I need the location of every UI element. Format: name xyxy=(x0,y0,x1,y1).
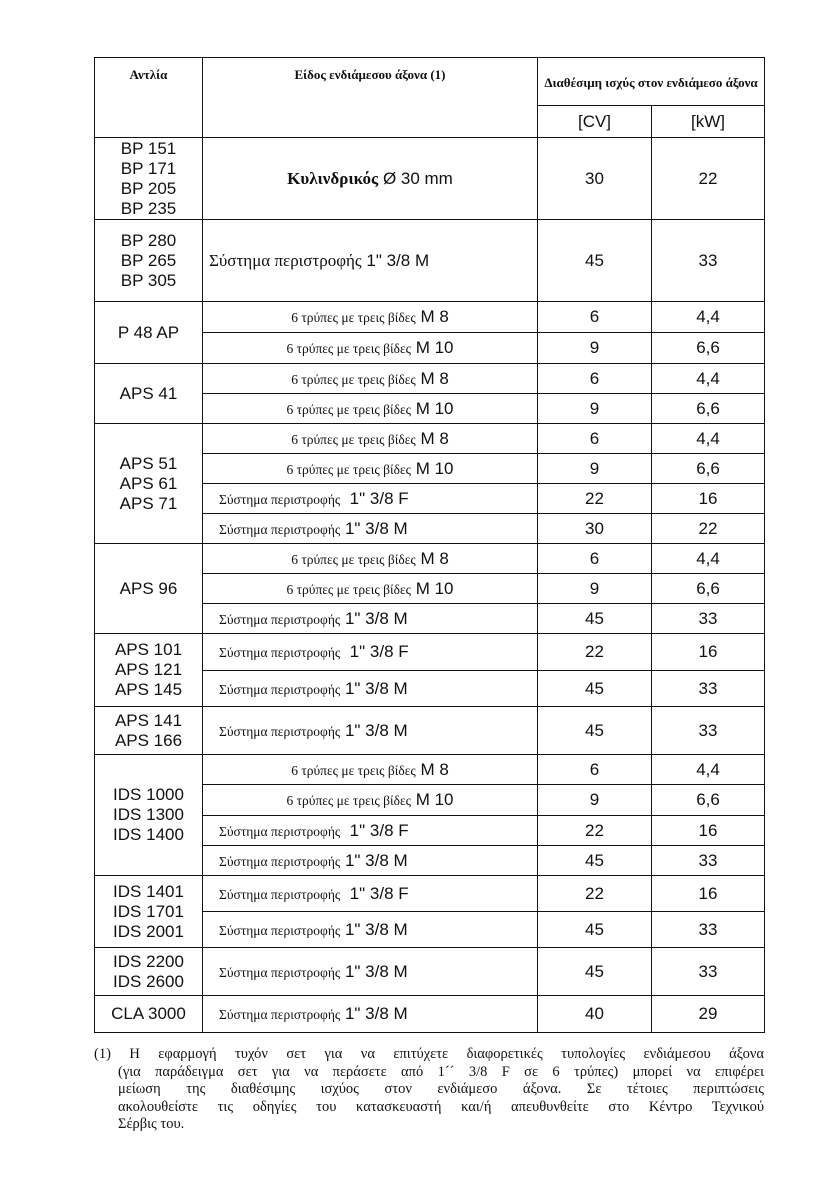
shaft-type-cell xyxy=(203,364,538,394)
table-row xyxy=(95,996,765,1033)
pump-models-cell: P 48 AP xyxy=(95,302,203,364)
footnote xyxy=(94,1046,764,1134)
shaft-type-cell xyxy=(203,604,538,634)
power-cv-cell: 6 xyxy=(538,755,652,785)
shaft-spec: M 10 xyxy=(411,338,454,357)
power-cv-cell: 40 xyxy=(538,996,652,1033)
shaft-type-label: Σύστημα περιστροφής xyxy=(209,250,362,270)
power-kw-cell: 33 xyxy=(652,912,765,948)
table-body xyxy=(95,138,765,1033)
shaft-type-cell xyxy=(203,912,538,948)
power-cv-cell: 45 xyxy=(538,671,652,707)
power-kw-cell: 4,4 xyxy=(652,755,765,785)
power-kw-cell: 33 xyxy=(652,604,765,634)
shaft-type-label: 6 τρύπες με τρεις βίδες xyxy=(291,431,416,447)
header-shaft-type: Είδος ενδιάμεσου άξονα (1) xyxy=(203,58,538,138)
table-row xyxy=(95,302,765,333)
table-row xyxy=(95,707,765,755)
shaft-spec: 1" 3/8 M xyxy=(340,850,408,870)
power-kw-cell: 16 xyxy=(652,876,765,912)
power-kw-cell: 33 xyxy=(652,846,765,876)
power-kw-cell: 6,6 xyxy=(652,394,765,424)
shaft-type-cell xyxy=(203,302,538,333)
header-available-power: Διαθέσιμη ισχύς στον ενδιάμεσο άξονα xyxy=(538,58,765,106)
shaft-type-label: Σύστημα περιστροφής xyxy=(219,886,341,902)
table-row xyxy=(95,364,765,394)
shaft-type-cell xyxy=(203,333,538,364)
power-cv-cell: 45 xyxy=(538,846,652,876)
shaft-type-label: Σύστημα περιστροφής xyxy=(219,521,341,537)
shaft-spec: M 8 xyxy=(415,368,449,388)
shaft-spec: M 10 xyxy=(411,398,454,418)
shaft-type-label: Σύστημα περιστροφής xyxy=(219,723,341,739)
shaft-spec: M 8 xyxy=(415,759,449,779)
power-kw-cell: 6,6 xyxy=(652,574,765,604)
power-kw-cell: 33 xyxy=(652,948,765,996)
header-unit-cv: [CV] xyxy=(538,106,652,138)
table-row xyxy=(95,544,765,574)
shaft-type-cell xyxy=(203,544,538,574)
shaft-type-cell xyxy=(203,424,538,454)
header-unit-kw: [kW] xyxy=(652,106,765,138)
power-cv-cell: 22 xyxy=(538,816,652,846)
shaft-type-label: 6 τρύπες με τρεις βίδες xyxy=(286,581,411,597)
power-kw-cell: 29 xyxy=(652,996,765,1033)
shaft-spec: 1" 3/8 F xyxy=(340,488,409,508)
power-cv-cell: 9 xyxy=(538,454,652,484)
pump-models-cell: BP 151 BP 171 BP 205 BP 235 xyxy=(95,138,203,220)
power-cv-cell: 30 xyxy=(538,514,652,544)
shaft-type-label: Σύστημα περιστροφής xyxy=(219,922,341,938)
pump-models-cell: APS 141 APS 166 xyxy=(95,707,203,755)
pump-models-cell: IDS 2200 IDS 2600 xyxy=(95,948,203,996)
pump-models-cell: APS 96 xyxy=(95,544,203,634)
power-cv-cell: 6 xyxy=(538,544,652,574)
pump-models-cell: IDS 1000 IDS 1300 IDS 1400 xyxy=(95,755,203,876)
power-kw-cell: 33 xyxy=(652,220,765,302)
table-header xyxy=(95,58,765,138)
power-cv-cell: 22 xyxy=(538,876,652,912)
table-row xyxy=(95,755,765,785)
shaft-type-label: 6 τρύπες με τρεις βίδες xyxy=(286,793,411,808)
shaft-spec: M 10 xyxy=(411,790,454,809)
power-cv-cell: 22 xyxy=(538,484,652,514)
shaft-spec: 1" 3/8 M xyxy=(340,720,408,740)
pump-models-cell: BP 280 BP 265 BP 305 xyxy=(95,220,203,302)
pump-models-cell: IDS 1401 IDS 1701 IDS 2001 xyxy=(95,876,203,948)
shaft-spec: 1" 3/8 M xyxy=(340,518,408,538)
power-cv-cell: 9 xyxy=(538,333,652,364)
power-cv-cell: 45 xyxy=(538,948,652,996)
shaft-spec: 1" 3/8 M xyxy=(340,961,408,981)
table-row xyxy=(95,876,765,912)
table-row xyxy=(95,948,765,996)
header-pump: Αντλία xyxy=(95,58,203,138)
shaft-type-cell xyxy=(203,220,538,302)
power-cv-cell: 45 xyxy=(538,604,652,634)
shaft-type-label: Σύστημα περιστροφής xyxy=(219,823,341,839)
power-cv-cell: 45 xyxy=(538,707,652,755)
shaft-type-label: 6 τρύπες με τρεις βίδες xyxy=(291,551,416,567)
shaft-type-cell xyxy=(203,574,538,604)
shaft-type-cell xyxy=(203,876,538,912)
power-kw-cell: 16 xyxy=(652,634,765,671)
shaft-type-cell xyxy=(203,484,538,514)
power-cv-cell: 9 xyxy=(538,574,652,604)
table-row xyxy=(95,634,765,671)
shaft-spec: 1" 3/8 M xyxy=(340,919,408,939)
shaft-type-label: 6 τρύπες με τρεις βίδες xyxy=(291,310,416,325)
pump-models-cell: APS 41 xyxy=(95,364,203,424)
footnote-line: (για παράδειγμα σετ για να περάσετε από 1´´ 3/8 F σε 6 τρύπες) μπορεί να επιφέρει xyxy=(118,1063,764,1080)
shaft-type-label: 6 τρύπες με τρεις βίδες xyxy=(286,461,411,477)
footnote-line: (1) Η εφαρμογή τυχόν σετ για να επιτύχετε διαφορετικές τυπολογίες ενδιάμεσου άξονα xyxy=(94,1046,764,1062)
shaft-type-cell xyxy=(203,514,538,544)
shaft-spec: M 8 xyxy=(415,307,449,326)
power-kw-cell: 4,4 xyxy=(652,302,765,333)
power-cv-cell: 6 xyxy=(538,364,652,394)
pump-models-cell: APS 51 APS 61 APS 71 xyxy=(95,424,203,544)
shaft-type-label: Κυλινδρικός xyxy=(287,168,379,188)
power-kw-cell: 33 xyxy=(652,671,765,707)
shaft-type-cell xyxy=(203,846,538,876)
table-row xyxy=(95,424,765,454)
shaft-spec: 1" 3/8 M xyxy=(361,250,430,270)
power-cv-cell: 30 xyxy=(538,138,652,220)
shaft-type-cell xyxy=(203,454,538,484)
shaft-type-cell xyxy=(203,816,538,846)
footnote-line: Σέρβις του. xyxy=(118,1116,185,1132)
pump-models-cell: CLA 3000 xyxy=(95,996,203,1033)
power-kw-cell: 22 xyxy=(652,138,765,220)
power-kw-cell: 6,6 xyxy=(652,333,765,364)
shaft-type-cell xyxy=(203,138,538,220)
shaft-spec: 1" 3/8 F xyxy=(340,820,409,840)
power-kw-cell: 6,6 xyxy=(652,785,765,816)
shaft-type-cell xyxy=(203,671,538,707)
shaft-type-label: 6 τρύπες με τρεις βίδες xyxy=(291,762,416,778)
shaft-type-cell xyxy=(203,996,538,1033)
shaft-spec: Ø 30 mm xyxy=(378,168,453,188)
power-kw-cell: 22 xyxy=(652,514,765,544)
footnote-line: μείωση της διαθέσιμης ισχύος στον ενδιάμεσο άξονα. Σε τέτοιες περιπτώσεις xyxy=(118,1081,764,1097)
shaft-type-cell xyxy=(203,707,538,755)
power-cv-cell: 9 xyxy=(538,785,652,816)
power-cv-cell: 6 xyxy=(538,424,652,454)
shaft-type-label: 6 τρύπες με τρεις βίδες xyxy=(286,341,411,356)
power-kw-cell: 16 xyxy=(652,484,765,514)
table-row xyxy=(95,138,765,220)
pump-models-cell: APS 101 APS 121 APS 145 xyxy=(95,634,203,707)
power-spec-table xyxy=(94,57,765,1033)
shaft-spec: M 8 xyxy=(415,548,449,568)
shaft-spec: M 8 xyxy=(415,428,449,448)
shaft-spec: M 10 xyxy=(411,458,454,478)
shaft-type-label: Σύστημα περιστροφής xyxy=(219,681,341,697)
power-cv-cell: 45 xyxy=(538,220,652,302)
shaft-type-cell xyxy=(203,785,538,816)
table-row xyxy=(95,220,765,302)
shaft-type-label: Σύστημα περιστροφής xyxy=(219,611,341,627)
footnote-line: ακολουθείστε τις οδηγίες του κατασκευαστή και/ή απευθυνθείτε στο Κέντρο Τεχνικού xyxy=(118,1098,764,1115)
shaft-type-cell xyxy=(203,755,538,785)
power-kw-cell: 33 xyxy=(652,707,765,755)
shaft-type-label: 6 τρύπες με τρεις βίδες xyxy=(286,401,411,417)
power-kw-cell: 4,4 xyxy=(652,544,765,574)
power-cv-cell: 6 xyxy=(538,302,652,333)
power-cv-cell: 22 xyxy=(538,634,652,671)
shaft-type-label: Σύστημα περιστροφής xyxy=(219,1007,341,1022)
shaft-type-label: 6 τρύπες με τρεις βίδες xyxy=(291,371,416,387)
power-kw-cell: 4,4 xyxy=(652,364,765,394)
shaft-spec: 1" 3/8 F xyxy=(340,883,409,903)
shaft-type-label: Σύστημα περιστροφής xyxy=(219,491,341,507)
power-cv-cell: 9 xyxy=(538,394,652,424)
shaft-spec: 1" 3/8 F xyxy=(340,642,409,661)
shaft-spec: 1" 3/8 M xyxy=(340,608,408,628)
power-kw-cell: 6,6 xyxy=(652,454,765,484)
power-kw-cell: 4,4 xyxy=(652,424,765,454)
shaft-type-label: Σύστημα περιστροφής xyxy=(219,964,341,980)
shaft-type-cell xyxy=(203,634,538,671)
shaft-type-label: Σύστημα περιστροφής xyxy=(219,853,341,869)
shaft-spec: 1" 3/8 M xyxy=(340,678,408,698)
power-kw-cell: 16 xyxy=(652,816,765,846)
shaft-type-cell xyxy=(203,394,538,424)
power-cv-cell: 45 xyxy=(538,912,652,948)
shaft-spec: 1" 3/8 M xyxy=(340,1004,408,1023)
shaft-type-label: Σύστημα περιστροφής xyxy=(219,645,341,660)
shaft-type-cell xyxy=(203,948,538,996)
shaft-spec: M 10 xyxy=(411,578,454,598)
